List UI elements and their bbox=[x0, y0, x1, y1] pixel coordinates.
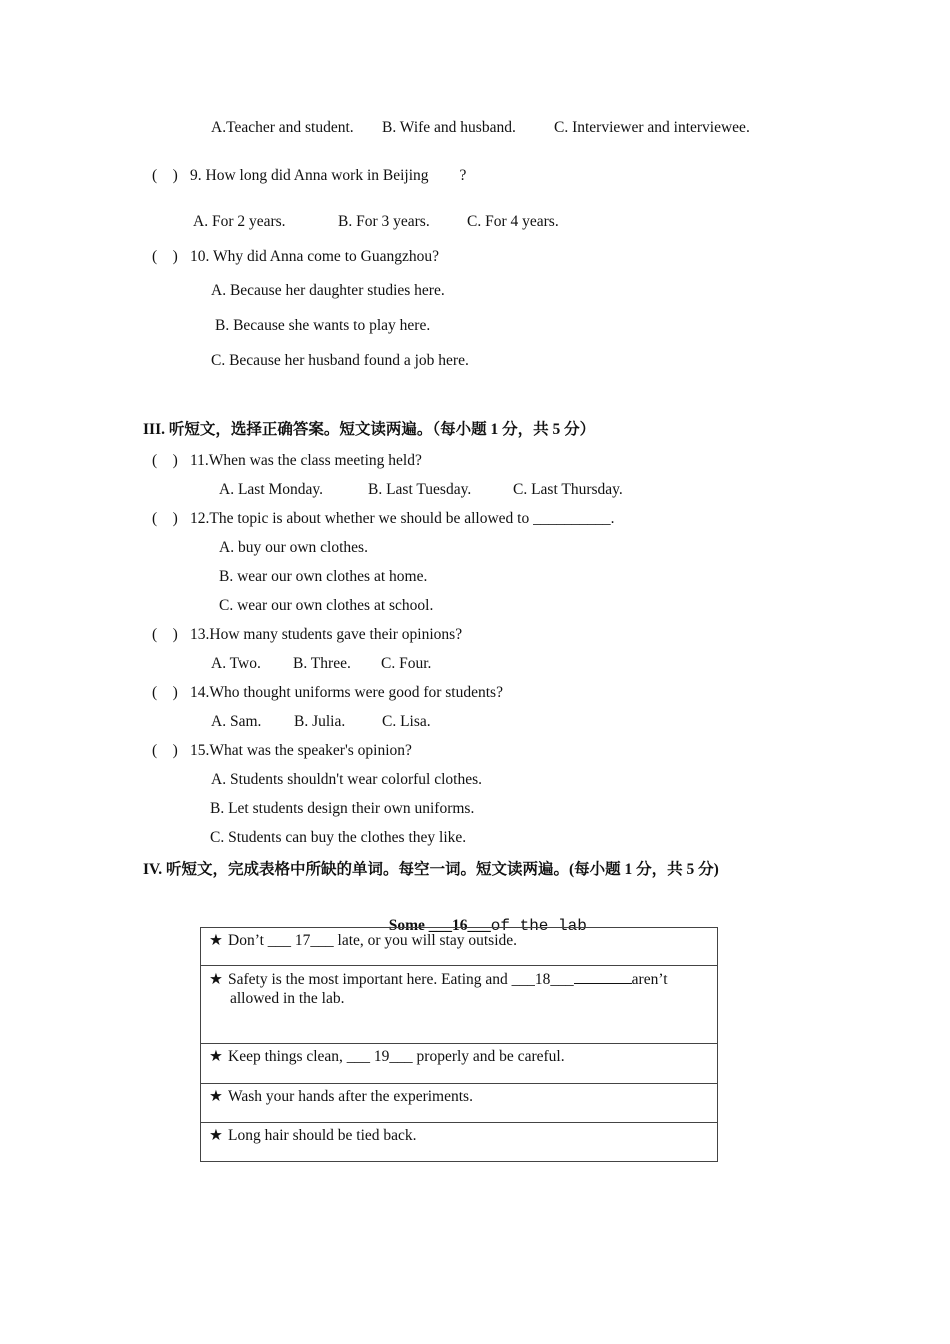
q11-option-a: A. Last Monday. bbox=[219, 481, 324, 498]
rule-text-continued: allowed in the lab. bbox=[230, 990, 345, 1007]
q13-option-c: C. Four. bbox=[381, 655, 432, 672]
question-12: 12.The topic is about whether we should be allowed to __________. bbox=[190, 510, 615, 527]
question-15: 15.What was the speaker's opinion? bbox=[190, 742, 412, 759]
answer-bracket: ( ) bbox=[152, 626, 178, 643]
table-cell bbox=[201, 1044, 718, 1084]
section-4-title: IV. 听短文，完成表格中所缺的单词。每空一词。短文读两遍。(每小题 1 分，共 5 分) bbox=[143, 861, 719, 878]
q14-option-b: B. Julia. bbox=[294, 713, 346, 730]
star-icon: ★ bbox=[209, 1127, 223, 1144]
answer-bracket: ( ) bbox=[152, 167, 178, 184]
q12-option-b: B. wear our own clothes at home. bbox=[219, 568, 428, 585]
q8-option-c: C. Interviewer and interviewee. bbox=[554, 119, 750, 136]
question-9: 9. How long did Anna work in Beijing ? bbox=[190, 167, 467, 184]
q15-option-c: C. Students can buy the clothes they like. bbox=[210, 829, 467, 846]
rule-text: Wash your hands after the experiments. bbox=[228, 1088, 473, 1105]
question-13: 13.How many students gave their opinions? bbox=[190, 626, 463, 643]
section-3-title: III. 听短文，选择正确答案。短文读两遍。（每小题 1 分，共 5 分） bbox=[143, 421, 596, 438]
table-title-blank: Some ___16___ bbox=[388, 917, 491, 934]
table-cell bbox=[201, 928, 718, 966]
q13-option-b: B. Three. bbox=[293, 655, 351, 672]
q15-option-b: B. Let students design their own uniforms. bbox=[210, 800, 475, 817]
question-10: 10. Why did Anna come to Guangzhou? bbox=[190, 248, 439, 265]
answer-bracket: ( ) bbox=[152, 452, 178, 469]
q14-option-a: A. Sam. bbox=[211, 713, 262, 730]
q13-option-a: A. Two. bbox=[211, 655, 261, 672]
q15-option-a: A. Students shouldn't wear colorful clothes. bbox=[211, 771, 482, 788]
answer-bracket: ( ) bbox=[152, 510, 178, 527]
rule-text: Safety is the most important here. Eating and ___18___ bbox=[228, 971, 574, 988]
question-11: 11.When was the class meeting held? bbox=[190, 452, 422, 469]
q11-option-b: B. Last Tuesday. bbox=[368, 481, 472, 498]
answer-blank bbox=[574, 969, 632, 984]
q10-option-b: B. Because she wants to play here. bbox=[215, 317, 431, 334]
rule-text: Keep things clean, ___ 19___ properly and be careful. bbox=[228, 1048, 565, 1065]
question-14: 14.Who thought uniforms were good for students? bbox=[190, 684, 503, 701]
q12-option-a: A. buy our own clothes. bbox=[219, 539, 368, 556]
rule-text-end: aren’t bbox=[631, 971, 668, 988]
q10-option-a: A. Because her daughter studies here. bbox=[211, 282, 445, 299]
q11-option-c: C. Last Thursday. bbox=[513, 481, 623, 498]
q14-option-c: C. Lisa. bbox=[382, 713, 431, 730]
star-icon: ★ bbox=[209, 1088, 223, 1105]
q12-option-c: C. wear our own clothes at school. bbox=[219, 597, 434, 614]
rule-text: Long hair should be tied back. bbox=[228, 1127, 417, 1144]
table-row bbox=[201, 1123, 718, 1162]
star-icon: ★ bbox=[209, 1048, 223, 1065]
table-cell bbox=[201, 966, 718, 1044]
table-row bbox=[201, 1044, 718, 1084]
table-cell bbox=[201, 1123, 718, 1162]
star-icon: ★ bbox=[209, 932, 223, 949]
table-row bbox=[201, 966, 718, 1044]
table-title-rest: of the lab bbox=[490, 917, 587, 935]
table-row bbox=[201, 928, 718, 966]
q10-option-c: C. Because her husband found a job here. bbox=[211, 352, 469, 369]
table-cell bbox=[201, 1084, 718, 1123]
rule-text: Don’t ___ 17___ late, or you will stay outside. bbox=[228, 932, 518, 949]
star-icon: ★ bbox=[209, 971, 223, 988]
q9-option-a: A. For 2 years. bbox=[193, 213, 286, 230]
q9-option-c: C. For 4 years. bbox=[467, 213, 559, 230]
answer-bracket: ( ) bbox=[152, 684, 178, 701]
q8-option-b: B. Wife and husband. bbox=[382, 119, 516, 136]
answer-bracket: ( ) bbox=[152, 742, 178, 759]
q9-option-b: B. For 3 years. bbox=[338, 213, 430, 230]
table-row bbox=[201, 1084, 718, 1123]
lab-rules-table bbox=[200, 927, 718, 1162]
answer-bracket: ( ) bbox=[152, 248, 178, 265]
q8-option-a: A.Teacher and student. bbox=[211, 119, 354, 136]
